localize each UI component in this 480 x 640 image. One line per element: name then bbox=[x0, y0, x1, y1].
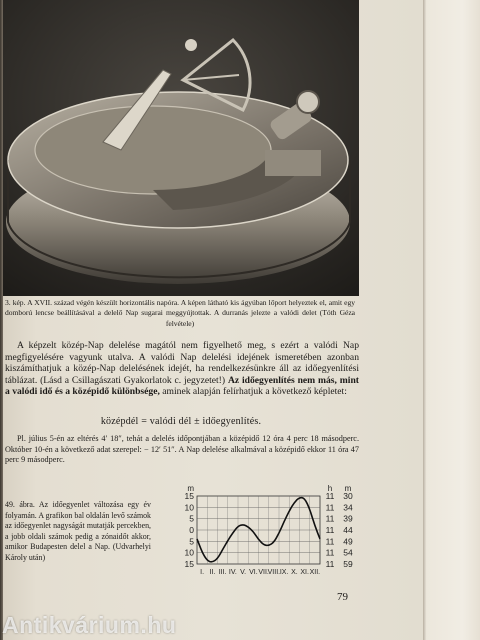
right-tick-minute: 30 bbox=[343, 491, 353, 501]
month-label: II. bbox=[209, 569, 216, 576]
left-tick-label: 5 bbox=[189, 536, 194, 547]
right-tick-hour: 11 bbox=[325, 502, 335, 513]
example-text: Pl. július 5-én az eltérés 4′ 18″, tehát a delelés időpontjában a középidő 12 óra 4 perc 18 másodperc. Október 10-én a következő adat szerepel: − 12′ 51″. A Nap delelése alkalmával a középidő ekkor 11 óra 47 perc 9 másodperc. bbox=[5, 434, 359, 465]
watermark-text: Antikvárium.hu bbox=[2, 612, 177, 638]
equation-of-time-chart bbox=[175, 482, 365, 582]
paragraph-end-text: aminek alapján felírhatjuk a következő képletet: bbox=[159, 386, 347, 398]
right-tick-hour: 11 bbox=[325, 536, 335, 547]
page-number: 79 bbox=[337, 591, 348, 603]
month-label: I. bbox=[200, 569, 205, 576]
example-paragraph bbox=[5, 434, 359, 466]
paragraph-text: A képzelt közép-Nap delelése magától nem figyelhető meg, s ezért a valódi Nap megfigyelésére vagyunk utalva. A valódi Nap delelési idejének ismeretében azonban kiszámíthatjuk a közép-Nap delelésének idejét, ha rendelkezésünkre áll az időegyenlítési táblázat. (Lásd a Csillagászati Gyakorlatok c. jegyzetet!) bbox=[5, 340, 359, 386]
right-axis-unit-minutes: m bbox=[344, 484, 352, 493]
left-tick-label: 5 bbox=[189, 513, 194, 524]
right-tick-minute: 39 bbox=[343, 513, 353, 524]
left-tick-label: 0 bbox=[189, 525, 194, 535]
left-tick-label: 15 bbox=[184, 559, 194, 569]
right-tick-minute: 49 bbox=[343, 536, 353, 547]
right-tick-hour: 11 bbox=[325, 525, 335, 535]
formula-line: középdél = valódi dél ± időegyenlítés. bbox=[100, 416, 262, 427]
left-axis-unit: m bbox=[187, 484, 194, 493]
right-tick-minute: 34 bbox=[343, 502, 353, 513]
month-label: IV. bbox=[228, 569, 237, 576]
left-tick-label: 10 bbox=[184, 502, 194, 513]
facing-page-edge bbox=[423, 0, 480, 640]
right-tick-minute: 54 bbox=[343, 547, 353, 558]
month-label: XII. bbox=[309, 569, 321, 576]
month-label: X. bbox=[291, 569, 298, 576]
month-label: VI. bbox=[249, 569, 258, 576]
month-label: XI. bbox=[300, 569, 309, 576]
book-page bbox=[3, 0, 423, 640]
right-tick-hour: 11 bbox=[325, 559, 335, 569]
photo-caption: 3. kép. A XVII. század végén készült horizontális napóra. A képen látható kis ágyúban lőport helyeztek el, amit egy domború lencse beállításával a delelő Nap sugarai meggyújtottak. A durranás jelezte a valódi delet (Tóth Géza felvétele) bbox=[5, 298, 355, 328]
right-tick-hour: 11 bbox=[325, 547, 335, 558]
right-tick-minute: 59 bbox=[343, 559, 353, 569]
month-label: IX. bbox=[279, 569, 289, 576]
sundial-photograph bbox=[3, 0, 359, 296]
right-tick-hour: 11 bbox=[325, 513, 335, 524]
body-paragraph bbox=[5, 340, 359, 398]
month-label: VIII. bbox=[267, 569, 281, 576]
left-tick-label: 15 bbox=[184, 491, 194, 501]
right-tick-minute: 44 bbox=[343, 525, 353, 535]
definition-bold-text: Az időegyenlítés nem más, mint a valódi idő és a középidő különbsége, bbox=[5, 374, 359, 398]
month-label: V. bbox=[240, 569, 247, 576]
figure-caption: 49. ábra. Az időegyenlet változása egy év folyamán. A grafikon bal oldalán levő számok az időegyenlet nagyságát mutatják percekben, a jobb oldali számok pedig a zónaidőt akkor, amikor Budapesten delel a Nap. (Udvarhelyi Károly után) bbox=[5, 500, 151, 562]
left-tick-label: 10 bbox=[184, 547, 194, 558]
right-tick-hour: 11 bbox=[325, 491, 335, 501]
right-axis-unit-hours: h bbox=[327, 484, 333, 493]
month-label: VII. bbox=[258, 569, 269, 576]
month-label: III. bbox=[218, 569, 227, 576]
